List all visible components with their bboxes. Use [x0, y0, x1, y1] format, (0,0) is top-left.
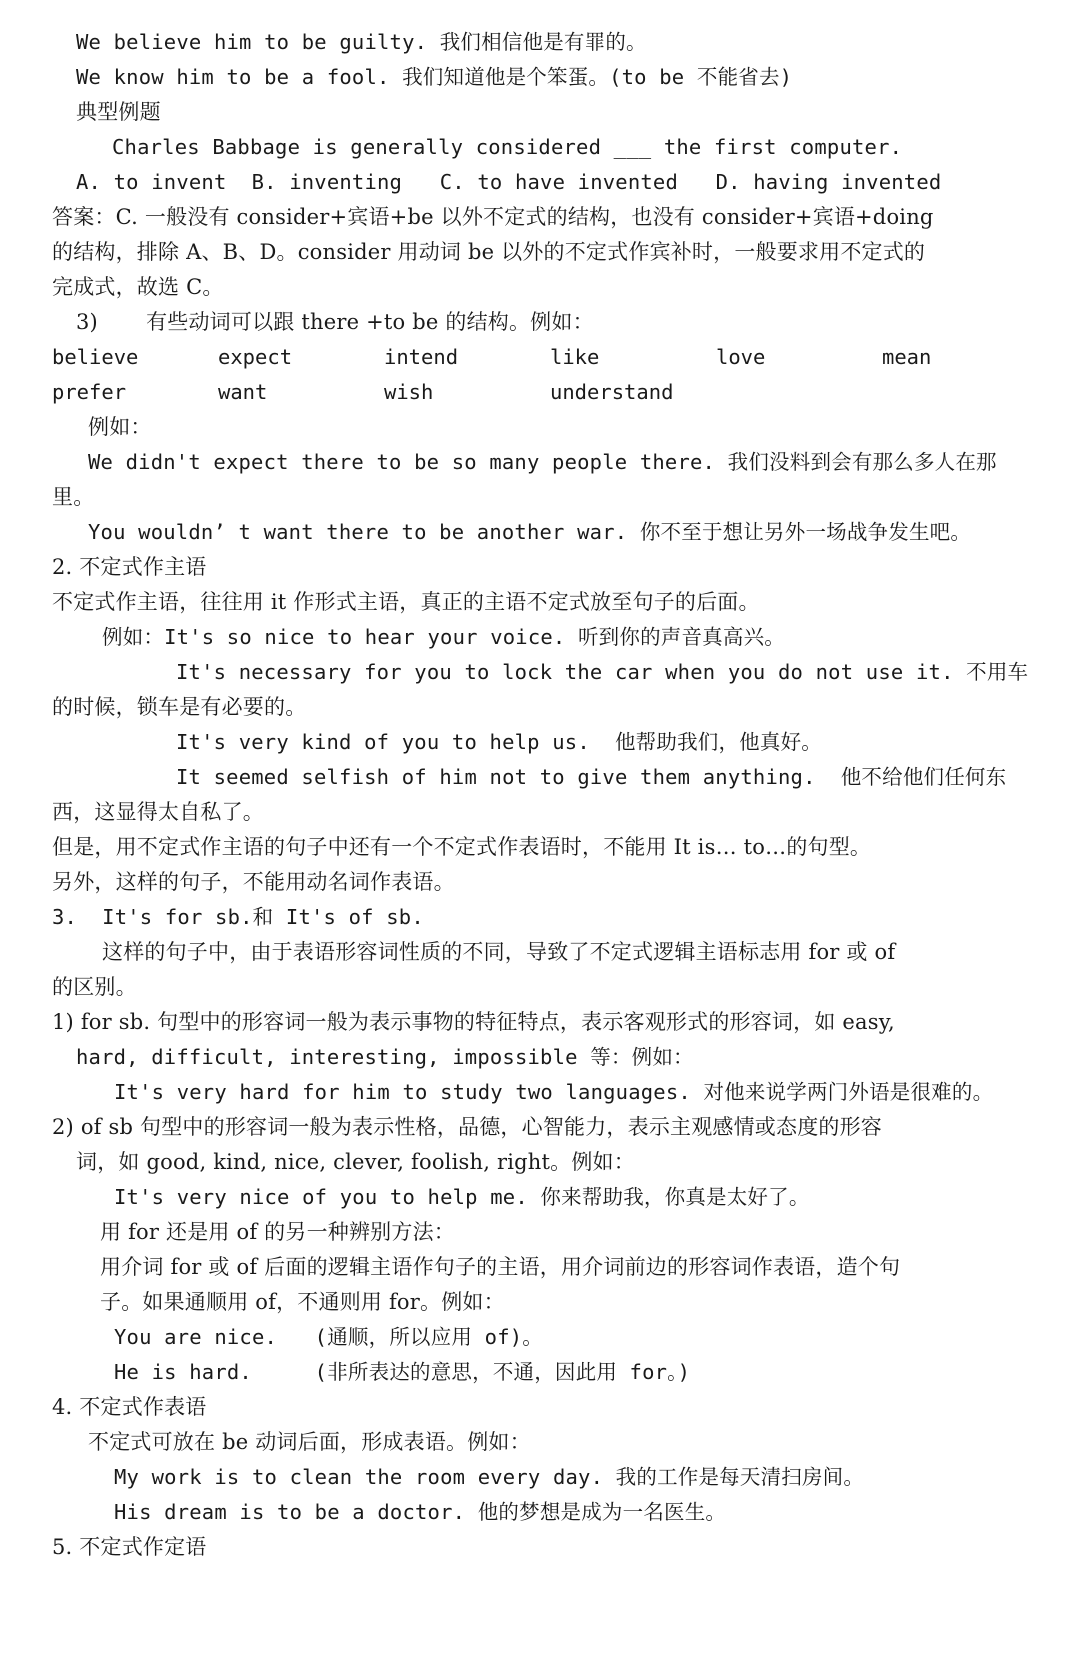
- text-line: It's very hard for him to study two languages. 对他来说学两门外语是很难的。: [114, 1080, 994, 1104]
- text-line: He is hard. (非所表达的意思，不通，因此用 for。): [114, 1360, 691, 1384]
- text-line: 另外，这样的句子，不能用动名词作表语。: [52, 870, 455, 894]
- text-line: We know him to be a fool. 我们知道他是个笨蛋。(to be 不能省去): [76, 65, 793, 89]
- text-line: 1) for sb. 句型中的形容词一般为表示事物的特征特点，表示客观形式的形容词，如 easy,: [52, 1010, 895, 1034]
- text-line: It's very nice of you to help me. 你来帮助我，你真是太好了。: [114, 1185, 810, 1209]
- text-line: We didn't expect there to be so many people there. 我们没料到会有那么多人在那: [88, 450, 997, 474]
- section-heading: 5. 不定式作定语: [52, 1535, 207, 1559]
- text-line: 不定式可放在 be 动词后面，形成表语。例如：: [88, 1430, 531, 1454]
- text-line: It's necessary for you to lock the car when you do not use it. 不用车: [176, 660, 1029, 684]
- text-line: We believe him to be guilty. 我们相信他是有罪的。: [76, 30, 647, 54]
- text-line: 答案：C. 一般没有 consider+宾语+be 以外不定式的结构，也没有 consider+宾语+doing: [52, 205, 934, 229]
- text-line: 2) of sb 句型中的形容词一般为表示性格，品德，心智能力，表示主观感情或态度的形容: [52, 1115, 883, 1139]
- text-line: 3) 有些动词可以跟 there +to be 的结构。例如：: [76, 310, 594, 334]
- text-line: 西，这显得太自私了。: [52, 800, 264, 824]
- verb-item: prefer: [52, 380, 127, 404]
- verb-item: understand: [550, 380, 674, 404]
- text-line: hard, difficult, interesting, impossible 等：例如：: [76, 1045, 694, 1069]
- section-heading: 3. It's for sb.和 It's of sb.: [52, 905, 424, 929]
- section-heading: 典型例题: [76, 100, 161, 124]
- verb-item: mean: [882, 345, 932, 369]
- text-line: 用 for 还是用 of 的另一种辨别方法：: [100, 1220, 455, 1244]
- text-line: 里。: [52, 485, 95, 509]
- text-line: 完成式，故选 C。: [52, 275, 224, 299]
- text-line: 不定式作主语，往往用 it 作形式主语，真正的主语不定式放至句子的后面。: [52, 590, 760, 614]
- section-heading: 2. 不定式作主语: [52, 555, 207, 579]
- text-line: It's very kind of you to help us. 他帮助我们，他真好。: [176, 730, 822, 754]
- section-heading: 4. 不定式作表语: [52, 1395, 207, 1419]
- text-line: 这样的句子中，由于表语形容词性质的不同，导致了不定式逻辑主语标志用 for 或 of: [102, 940, 896, 964]
- verb-item: intend: [384, 345, 459, 369]
- verb-item: love: [716, 345, 766, 369]
- text-line: 但是，用不定式作主语的句子中还有一个不定式作表语时，不能用 It is… to…的句型。: [52, 835, 872, 859]
- text-line: 的区别。: [52, 975, 137, 999]
- text-line: His dream is to be a doctor. 他的梦想是成为一名医生。: [114, 1500, 727, 1524]
- text-line: 用介词 for 或 of 后面的逻辑主语作句子的主语，用介词前边的形容词作表语，造个句: [100, 1255, 901, 1279]
- verb-item: like: [550, 345, 600, 369]
- text-line: Charles Babbage is generally considered ___ the first computer.: [112, 135, 903, 159]
- verb-item: wish: [384, 380, 434, 404]
- verb-item: want: [218, 380, 268, 404]
- text-line: A. to invent B. inventing C. to have invented D. having invented: [76, 170, 942, 194]
- text-line: 的时候，锁车是有必要的。: [52, 695, 307, 719]
- text-line: My work is to clean the room every day. 我的工作是每天清扫房间。: [114, 1465, 865, 1489]
- text-line: 的结构，排除 A、B、D。consider 用动词 be 以外的不定式作宾补时，一般要求用不定式的: [52, 240, 926, 264]
- verb-item: believe: [52, 345, 139, 369]
- text-line: 子。如果通顺用 of，不通则用 for。例如：: [100, 1290, 505, 1314]
- text-line: You wouldn’ t want there to be another war. 你不至于想让另外一场战争发生吧。: [88, 520, 972, 544]
- text-line: You are nice. (通顺，所以应用 of)。: [114, 1325, 543, 1349]
- text-line: It seemed selfish of him not to give them anything. 他不给他们任何东: [176, 765, 1007, 789]
- text-line: 例如：It's so nice to hear your voice. 听到你的声音真高兴。: [102, 625, 785, 649]
- text-line: 词，如 good, kind, nice, clever, foolish, right。例如：: [76, 1150, 635, 1174]
- verb-item: expect: [218, 345, 293, 369]
- text-line: 例如：: [88, 415, 152, 439]
